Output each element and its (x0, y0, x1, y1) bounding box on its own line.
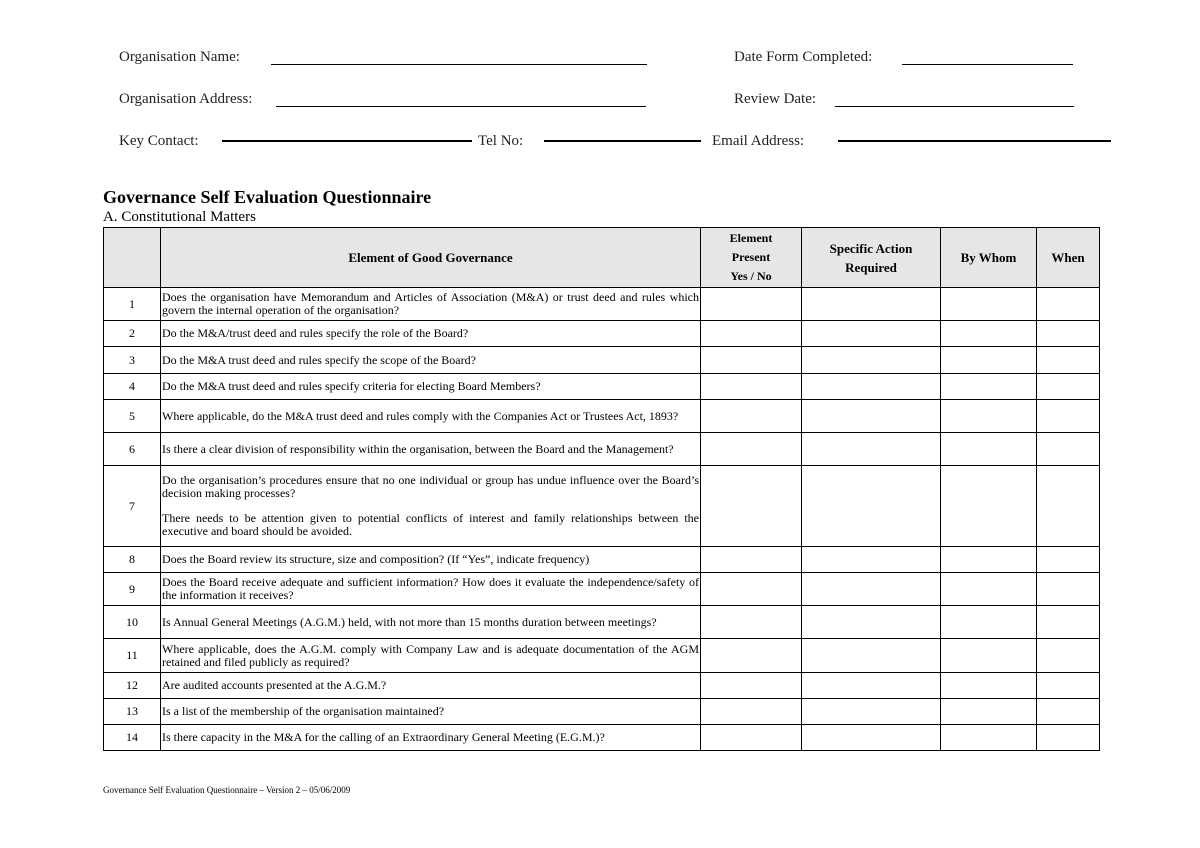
row-number: 1 (104, 288, 161, 321)
page-footer: Governance Self Evaluation Questionnaire – Version 2 – 05/06/2009 (103, 785, 351, 795)
when-cell[interactable] (1037, 288, 1100, 321)
specific-action-cell[interactable] (802, 347, 941, 374)
question-text: Is a list of the membership of the organisation maintained? (161, 699, 701, 725)
organisation-name-label: Organisation Name: (119, 49, 240, 65)
when-cell[interactable] (1037, 347, 1100, 374)
specific-action-cell[interactable] (802, 433, 941, 466)
question-text: Does the Board review its structure, size and composition? (If “Yes”, indicate frequency) (161, 547, 701, 573)
email-address-label: Email Address: (712, 133, 805, 149)
question-text: Does the Board receive adequate and sufficient information? How does it evaluate the independence/safety of the information it receives? (161, 573, 701, 606)
header-action-line1: Specific Action (829, 240, 913, 256)
organisation-name-input[interactable] (271, 64, 647, 65)
element-present-cell[interactable] (701, 347, 802, 374)
table-row (104, 547, 1100, 573)
element-present-cell[interactable] (701, 547, 802, 573)
question-text (161, 466, 701, 547)
key-contact-label: Key Contact: (119, 133, 199, 149)
when-cell[interactable] (1037, 673, 1100, 699)
specific-action-cell[interactable] (802, 400, 941, 433)
date-form-completed-label: Date Form Completed: (734, 49, 873, 65)
element-present-cell[interactable] (701, 673, 802, 699)
specific-action-cell[interactable] (802, 547, 941, 573)
table-row (104, 606, 1100, 639)
specific-action-cell[interactable] (802, 288, 941, 321)
by-whom-cell[interactable] (941, 725, 1037, 751)
by-whom-cell[interactable] (941, 673, 1037, 699)
table-row (104, 400, 1100, 433)
when-cell[interactable] (1037, 400, 1100, 433)
by-whom-cell[interactable] (941, 547, 1037, 573)
row-number: 12 (104, 673, 161, 699)
date-form-completed-input[interactable] (902, 64, 1073, 65)
row-number: 7 (104, 466, 161, 547)
element-present-cell[interactable] (701, 699, 802, 725)
tel-no-input[interactable] (544, 140, 701, 142)
table-row (104, 673, 1100, 699)
element-present-cell[interactable] (701, 639, 802, 673)
when-cell[interactable] (1037, 573, 1100, 606)
review-date-input[interactable] (835, 106, 1074, 107)
when-cell[interactable] (1037, 639, 1100, 673)
row-number: 13 (104, 699, 161, 725)
element-present-cell[interactable] (701, 725, 802, 751)
when-cell[interactable] (1037, 433, 1100, 466)
tel-no-label: Tel No: (478, 133, 524, 149)
review-date-label: Review Date: (734, 91, 817, 107)
header-element-present-line1: Element (729, 231, 773, 245)
element-present-cell[interactable] (701, 606, 802, 639)
question-text: Is there a clear division of responsibility within the organisation, between the Board and the Management? (161, 433, 701, 466)
question-text: Are audited accounts presented at the A.G.M.? (161, 673, 701, 699)
table-row (104, 725, 1100, 751)
table-header-row (104, 228, 1100, 288)
by-whom-cell[interactable] (941, 374, 1037, 400)
by-whom-cell[interactable] (941, 321, 1037, 347)
by-whom-cell[interactable] (941, 433, 1037, 466)
question-text: Do the M&A trust deed and rules specify the scope of the Board? (161, 347, 701, 374)
organisation-address-input[interactable] (276, 106, 646, 107)
question-text: Is there capacity in the M&A for the calling of an Extraordinary General Meeting (E.G.M.)? (161, 725, 701, 751)
header-element-present (701, 228, 802, 288)
table-row (104, 347, 1100, 374)
question-text: Where applicable, does the A.G.M. comply with Company Law and is adequate documentation of the AGM retained and filed publicly as required? (161, 639, 701, 673)
header-number (104, 228, 161, 288)
when-cell[interactable] (1037, 725, 1100, 751)
specific-action-cell[interactable] (802, 321, 941, 347)
specific-action-cell[interactable] (802, 374, 941, 400)
element-present-cell[interactable] (701, 288, 802, 321)
table-row (104, 433, 1100, 466)
header-element-present-line2: Present (731, 250, 771, 264)
header-by-whom: By Whom (941, 228, 1037, 288)
header-action-line2: Required (845, 259, 897, 275)
specific-action-cell[interactable] (802, 725, 941, 751)
header-element-present-line3: Yes / No (730, 269, 772, 283)
element-present-cell[interactable] (701, 466, 802, 547)
header-when: When (1037, 228, 1100, 288)
row-number: 8 (104, 547, 161, 573)
question-text: Where applicable, do the M&A trust deed and rules comply with the Companies Act or Trustees Act, 1893? (161, 400, 701, 433)
question-text: Is Annual General Meetings (A.G.M.) held, with not more than 15 months duration between meetings? (161, 606, 701, 639)
email-address-input[interactable] (838, 140, 1111, 142)
governance-questionnaire-table (103, 227, 1100, 751)
question-text-paragraph-2: There needs to be attention given to potential conflicts of interest and family relationships between the executive and board should be avoided. (162, 511, 699, 538)
element-present-cell[interactable] (701, 321, 802, 347)
row-number: 11 (104, 639, 161, 673)
header-element-of-good-governance: Element of Good Governance (161, 228, 701, 288)
element-present-cell[interactable] (701, 374, 802, 400)
element-present-cell[interactable] (701, 573, 802, 606)
question-text: Do the M&A/trust deed and rules specify the role of the Board? (161, 321, 701, 347)
specific-action-cell[interactable] (802, 466, 941, 547)
by-whom-cell[interactable] (941, 573, 1037, 606)
table-row (104, 466, 1100, 547)
organisation-address-label: Organisation Address: (119, 91, 253, 107)
by-whom-cell[interactable] (941, 400, 1037, 433)
by-whom-cell[interactable] (941, 639, 1037, 673)
question-text: Does the organisation have Memorandum and Articles of Association (M&A) or trust deed and rules which govern the internal operation of the organisation? (161, 288, 701, 321)
row-number: 10 (104, 606, 161, 639)
table-row (104, 639, 1100, 673)
page-title: Governance Self Evaluation Questionnaire (103, 187, 432, 207)
when-cell[interactable] (1037, 606, 1100, 639)
by-whom-cell[interactable] (941, 699, 1037, 725)
when-cell[interactable] (1037, 547, 1100, 573)
row-number: 2 (104, 321, 161, 347)
row-number: 4 (104, 374, 161, 400)
table-row (104, 573, 1100, 606)
by-whom-cell[interactable] (941, 466, 1037, 547)
table-row (104, 374, 1100, 400)
question-text: Do the M&A trust deed and rules specify criteria for electing Board Members? (161, 374, 701, 400)
when-cell[interactable] (1037, 699, 1100, 725)
specific-action-cell[interactable] (802, 606, 941, 639)
row-number: 6 (104, 433, 161, 466)
table-row (104, 288, 1100, 321)
question-text-paragraph-1: Do the organisation’s procedures ensure that no one individual or group has undue influence over the Board’s decision making processes? (162, 473, 699, 500)
element-present-cell[interactable] (701, 400, 802, 433)
row-number: 9 (104, 573, 161, 606)
table-row (104, 699, 1100, 725)
specific-action-cell[interactable] (802, 699, 941, 725)
table-row (104, 321, 1100, 347)
when-cell[interactable] (1037, 321, 1100, 347)
specific-action-cell[interactable] (802, 673, 941, 699)
header-specific-action-required (802, 228, 941, 288)
specific-action-cell[interactable] (802, 573, 941, 606)
row-number: 5 (104, 400, 161, 433)
by-whom-cell[interactable] (941, 288, 1037, 321)
row-number: 3 (104, 347, 161, 374)
row-number: 14 (104, 725, 161, 751)
specific-action-cell[interactable] (802, 639, 941, 673)
section-heading: A. Constitutional Matters (103, 209, 256, 225)
key-contact-input[interactable] (222, 140, 472, 142)
when-cell[interactable] (1037, 466, 1100, 547)
by-whom-cell[interactable] (941, 347, 1037, 374)
element-present-cell[interactable] (701, 433, 802, 466)
when-cell[interactable] (1037, 374, 1100, 400)
by-whom-cell[interactable] (941, 606, 1037, 639)
